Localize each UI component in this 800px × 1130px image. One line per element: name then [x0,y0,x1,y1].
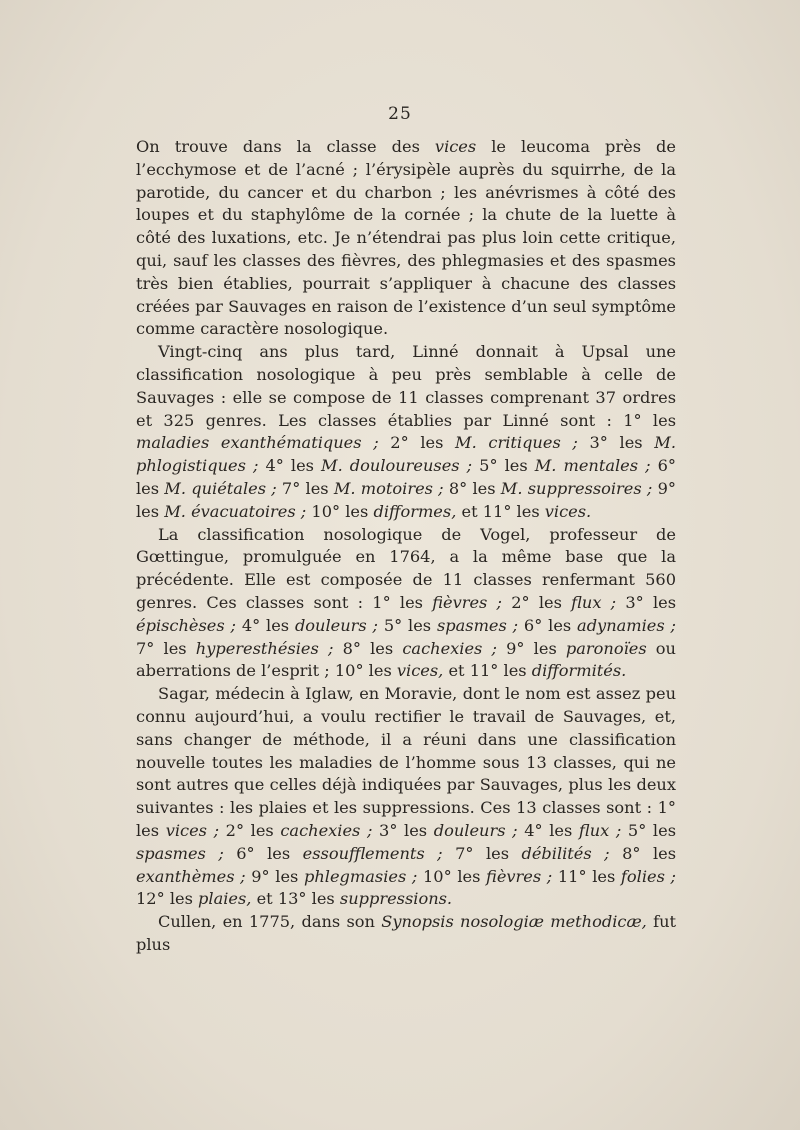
text-run: ou aberrations de l’esprit ; 10° les [136,638,676,681]
italic-text: vices ; [165,820,220,840]
text-run: 4° les [258,456,322,476]
text-run: 5° les [377,615,437,635]
italic-text: plaies, [198,889,252,909]
italic-text: flux ; [578,820,622,840]
text-run: et 11° les [456,501,545,521]
text-run: et 13° les [251,889,340,909]
paragraph [136,136,676,341]
text-run: Sagar, médecin à Iglaw, en Moravie, dont le nom est assez peu connu aujourd’hui, a voulu rectifier le travail de Sauvages, et, sans changer de méthode, il a réuni dans une classification nouvelle toutes les maladies de l’homme sous 13 classes, qui ne sont autres que celles déjà indiquées par Sauvages, plus les deux suivantes : les plaies et les suppressions. Ces 13 classes sont : 1° les [136,684,676,840]
italic-text: folies ; [620,866,676,886]
text-run: 9° les [496,638,566,658]
italic-text: M. phlogistiques ; [136,433,676,476]
text-run: 6° les [518,615,578,635]
text-run: 3° les [577,433,655,453]
page-number: 25 [388,104,412,124]
text-run: 4° les [517,820,579,840]
text-run: 8° les [333,638,403,658]
text-run: 3° les [616,592,677,612]
text-run: 9° les [245,866,304,886]
italic-text: adynamies ; [577,615,676,635]
italic-text: phlegmasies ; [303,866,418,886]
italic-text: fièvres ; [432,592,502,612]
text-run: 12° les [136,889,199,909]
italic-text: hyperesthésies ; [195,638,334,658]
italic-text: exanthèmes ; [136,866,246,886]
italic-text: épischèses ; [136,615,236,635]
text-run: le leucoma près de l’ecchymose et de l’acné ; l’érysipèle auprès du squirrhe, de la parotide, du cancer et du charbon ; les anévrismes à côté des loupes et du staphylôme de la cornée ; la chute de la luette à côté des luxations, etc. Je n’étendrai pas plus loin cette critique, qui, sauf les classes des fièvres, des phlegmasies et des spasmes très bien établies, pourrait s’appliquer à chacune des classes créées par Sauvages en raison de l’existence d’un seul symptôme comme caractère nosologique. [136,137,676,339]
text-run: Cullen, en 1775, dans son [158,912,382,932]
text-run: 6° les [223,843,303,863]
text-run: 8° les [609,843,677,863]
text-run: 7° les [276,478,334,498]
italic-text: M. suppressoires ; [500,478,653,498]
text-run: Vingt-cinq ans plus tard, Linné donnait à Upsal une classification nosologique à peu près semblable à celle de Sauvages : elle se compose de 11 classes comprenant 37 ordres et 325 genres. Les classes établies par Linné sont : 1° les [136,342,676,430]
text-run: 3° les [372,820,434,840]
text-run: 5° les [621,820,676,840]
text-run: On trouve dans la classe des [136,137,435,156]
italic-text: M. critiques ; [455,433,578,453]
italic-text: vices, [396,661,444,681]
italic-text: M. motoires ; [333,478,444,498]
italic-text: vices. [544,501,592,521]
italic-text: paronoïes [565,638,647,658]
paragraph [136,524,676,684]
italic-text: vices [434,137,477,156]
text-run: 5° les [472,456,535,476]
italic-text: cachexies ; [402,638,497,658]
italic-text: difformes, [373,501,457,521]
text-run: 4° les [235,615,295,635]
text-run: 7° les [136,638,196,658]
italic-text: débilités ; [521,843,610,863]
italic-text: Synopsis nosologiæ methodicæ, [381,912,647,932]
paragraph [136,911,676,957]
italic-text: suppressions. [339,889,453,909]
text-run: 2° les [378,433,456,453]
text-run: 11° les [552,866,621,886]
paragraph [136,683,676,911]
italic-text: M. évacuatoires ; [164,501,307,521]
italic-text: spasmes ; [436,615,519,635]
text-run: et 11° les [443,661,532,681]
italic-text: essoufflements ; [302,843,443,863]
text-run: fut plus [136,912,677,954]
italic-text: M. douloureuses ; [321,456,473,476]
text-run: 8° les [443,478,501,498]
text-run: 6° les [136,456,676,498]
italic-text: maladies exanthématiques ; [136,433,379,453]
text-run: 2° les [502,592,572,612]
text-run: 7° les [442,843,522,863]
italic-text: difformités. [531,661,627,681]
text-run: La classification nosologique de Vogel, professeur de Gœttingue, promulguée en 1764, a la même base que la précédente. Elle est composée de 11 classes renfermant 560 genres. Ces classes sont : 1° les [136,524,676,612]
text-run: 10° les [306,501,374,521]
italic-text: M. quiétales ; [164,478,277,498]
italic-text: M. mentales ; [534,456,651,476]
italic-text: spasmes ; [136,843,224,863]
body-text [136,136,676,957]
text-run: 10° les [417,866,487,886]
paragraph [136,341,676,523]
italic-text: fièvres ; [486,866,553,886]
italic-text: douleurs ; [433,820,518,840]
italic-text: cachexies ; [280,820,373,840]
italic-text: flux ; [571,592,617,612]
italic-text: douleurs ; [294,615,378,635]
text-run: 9° les [136,478,676,521]
text-run: 2° les [219,820,281,840]
